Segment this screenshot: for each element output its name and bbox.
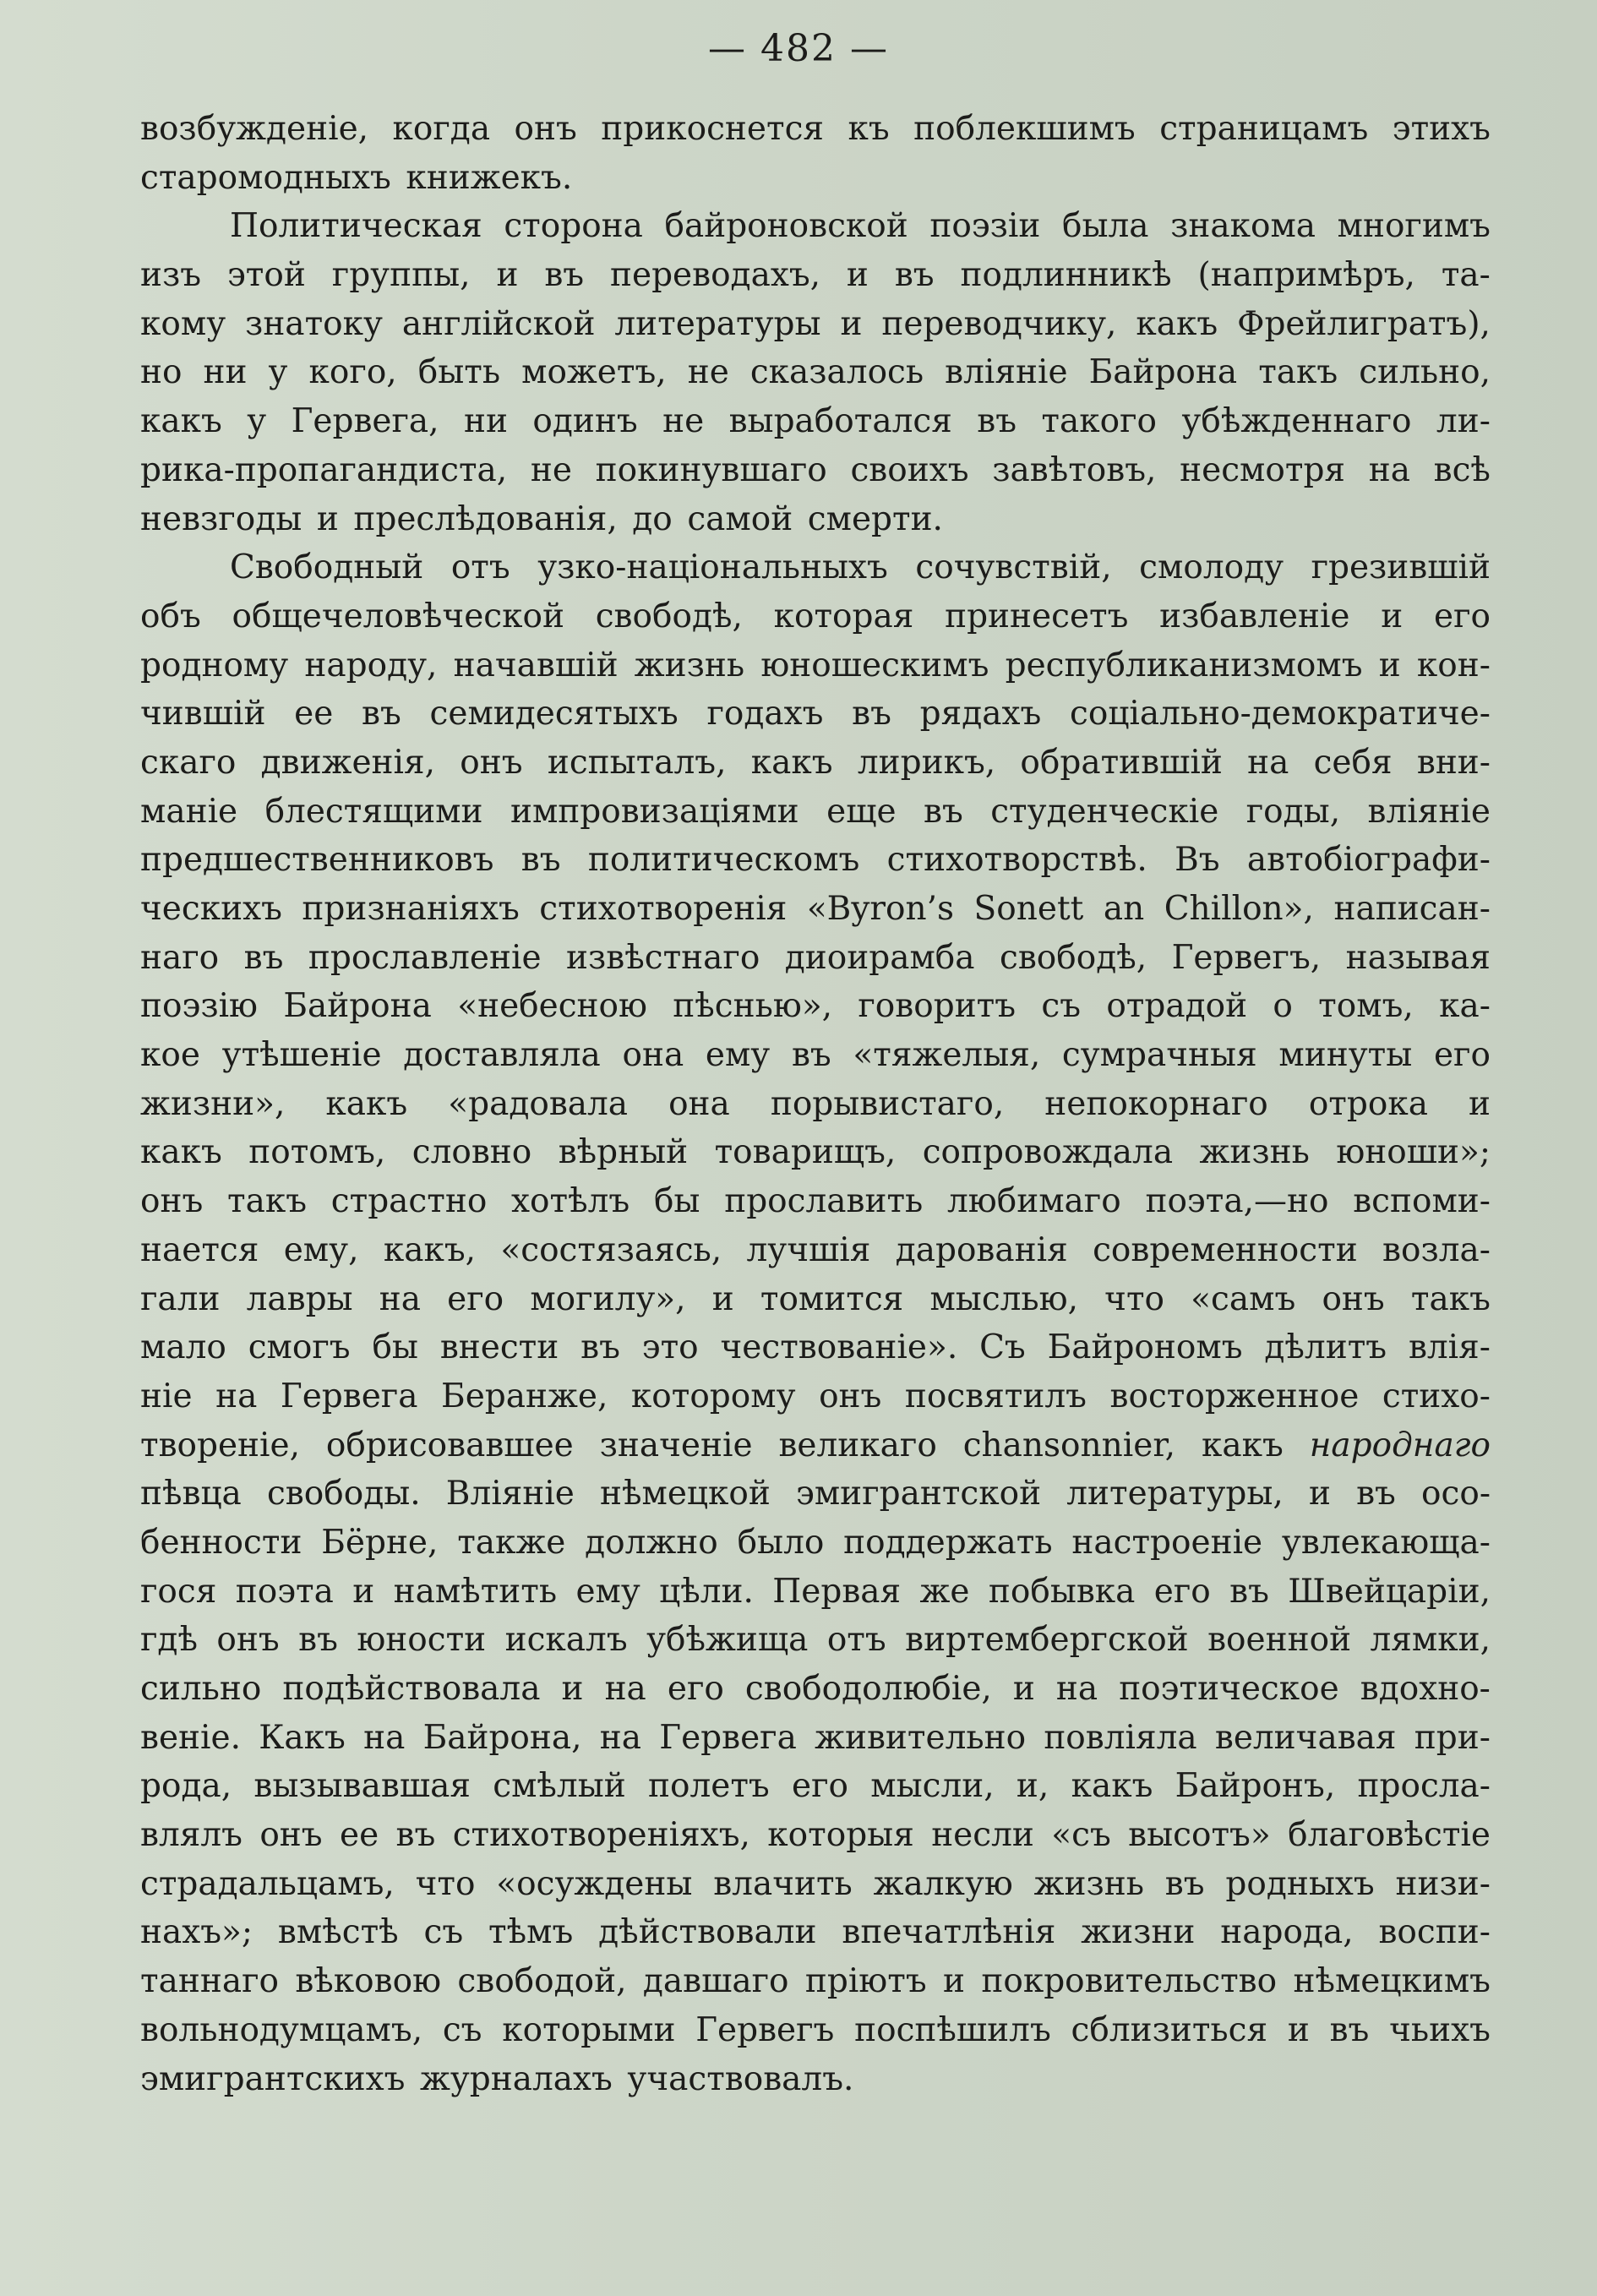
- text-line: гдѣ онъ въ юности искалъ убѣжища отъ виртембергской военной лямки,: [140, 1621, 1491, 1660]
- text-line: жизни», какъ «радовала она порывистаго, непокорнаго отрока и: [140, 1084, 1491, 1123]
- text-line: но ни у кого, быть можетъ, не сказалось вліяніе Байрона такъ сильно,: [140, 353, 1491, 392]
- text-line: рода, вызывавшая смѣлый полетъ его мысли, и, какъ Байронъ, просла-: [140, 1767, 1491, 1806]
- text-line: изъ этой группы, и въ переводахъ, и въ подлинникѣ (напримѣръ, та-: [140, 256, 1491, 295]
- text-line: Политическая сторона байроновской поэзіи была знакома многимъ: [230, 207, 1491, 246]
- text-line: сильно подѣйствовала и на его свободолюбіе, и на поэтическое вдохно-: [140, 1670, 1491, 1708]
- text-line: онъ такъ страстно хотѣлъ бы прославить любимаго поэта,—но вспоми-: [140, 1182, 1491, 1221]
- text-line: нахъ»; вмѣстѣ съ тѣмъ дѣйствовали впечатлѣнія жизни народа, воспи-: [140, 1913, 1491, 1952]
- text-line: таннаго вѣковою свободой, давшаго пріютъ и покровительство нѣмецкимъ: [140, 1962, 1491, 2001]
- page-number: — 482 —: [708, 27, 889, 70]
- text-line: Свободный отъ узко-національныхъ сочувствій, смолоду грезившій: [230, 548, 1491, 587]
- text-line: нается ему, какъ, «состязаясь, лучшія дарованія современности возла-: [140, 1230, 1491, 1269]
- text-line: кое утѣшеніе доставляла она ему въ «тяжелыя, сумрачныя минуты его: [140, 1036, 1491, 1075]
- text-line: мало смогъ бы внести въ это чествованіе». Съ Байрономъ дѣлитъ влія-: [140, 1328, 1491, 1367]
- text-line: возбужденіе, когда онъ прикоснется къ поблекшимъ страницамъ этихъ: [140, 110, 1491, 148]
- text-line: эмигрантскихъ журналахъ участвовалъ.: [140, 2059, 854, 2098]
- text-line: невзгоды и преслѣдованія, до самой смерти.: [140, 499, 943, 538]
- text-line: наго въ прославленіе извѣстнаго диоирамба свободѣ, Гервегъ, называя: [140, 938, 1491, 977]
- text-line: какъ потомъ, словно вѣрный товарищъ, сопровождала жизнь юноши»;: [140, 1133, 1491, 1172]
- text-line: вольнодумцамъ, съ которыми Гервегъ поспѣшилъ сблизиться и въ чьихъ: [140, 2010, 1491, 2049]
- text-line: объ общечеловѣческой свободѣ, которая принесетъ избавленіе и его: [140, 597, 1491, 635]
- text-line: маніе блестящими импровизаціями еще въ студенческіе годы, вліяніе: [140, 792, 1491, 831]
- text-line: бенности Бёрне, также должно было поддержать настроеніе увлекающа-: [140, 1523, 1491, 1562]
- text-line: какъ у Гервега, ни одинъ не выработался въ такого убѣжденнаго ли-: [140, 402, 1491, 441]
- text-line: скаго движенія, онъ испыталъ, какъ лирикъ, обратившій на себя вни-: [140, 743, 1491, 782]
- text-line: веніе. Какъ на Байрона, на Гервега живительно повліяла величавая при-: [140, 1718, 1491, 1757]
- text-line: рика-пропагандиста, не покинувшаго своихъ завѣтовъ, несмотря на всѣ: [140, 450, 1491, 489]
- text-line: пѣвца свободы. Вліяніе нѣмецкой эмигрантской литературы, и въ осо-: [140, 1475, 1491, 1513]
- text-line: твореніе, обрисовавшее значеніе великаго chansonnier, какъ народнаго: [140, 1426, 1491, 1464]
- text-line: родному народу, начавшій жизнь юношескимъ республиканизмомъ и кон-: [140, 646, 1491, 684]
- text-line: старомодныхъ книжекъ.: [140, 158, 573, 197]
- text-line: чившій ее въ семидесятыхъ годахъ въ рядахъ соціально-демократиче-: [140, 695, 1491, 734]
- text-line: поэзію Байрона «небесною пѣснью», говоритъ съ отрадой о томъ, ка-: [140, 987, 1491, 1026]
- text-line: гали лавры на его могилу», и томится мыслью, что «самъ онъ такъ: [140, 1279, 1491, 1318]
- text-line: страдальцамъ, что «осуждены влачить жалкую жизнь въ родныхъ низи-: [140, 1864, 1491, 1903]
- text-line: ніе на Гервега Беранже, которому онъ посвятилъ восторженное стихо-: [140, 1377, 1491, 1415]
- text-line: предшественниковъ въ политическомъ стихотворствѣ. Въ автобіографи-: [140, 841, 1491, 880]
- text-line: ческихъ признаніяхъ стихотворенія «Byron’s Sonett an Chillon», написан-: [140, 890, 1491, 928]
- body-text: [140, 105, 1491, 2103]
- text-line: гося поэта и намѣтить ему цѣли. Первая же побывка его въ Швейцаріи,: [140, 1572, 1491, 1611]
- text-line: кому знатоку англійской литературы и переводчику, какъ Фрейлигратъ),: [140, 304, 1491, 343]
- text-line: влялъ онъ ее въ стихотвореніяхъ, которыя несли «съ высотъ» благовѣстіе: [140, 1816, 1491, 1855]
